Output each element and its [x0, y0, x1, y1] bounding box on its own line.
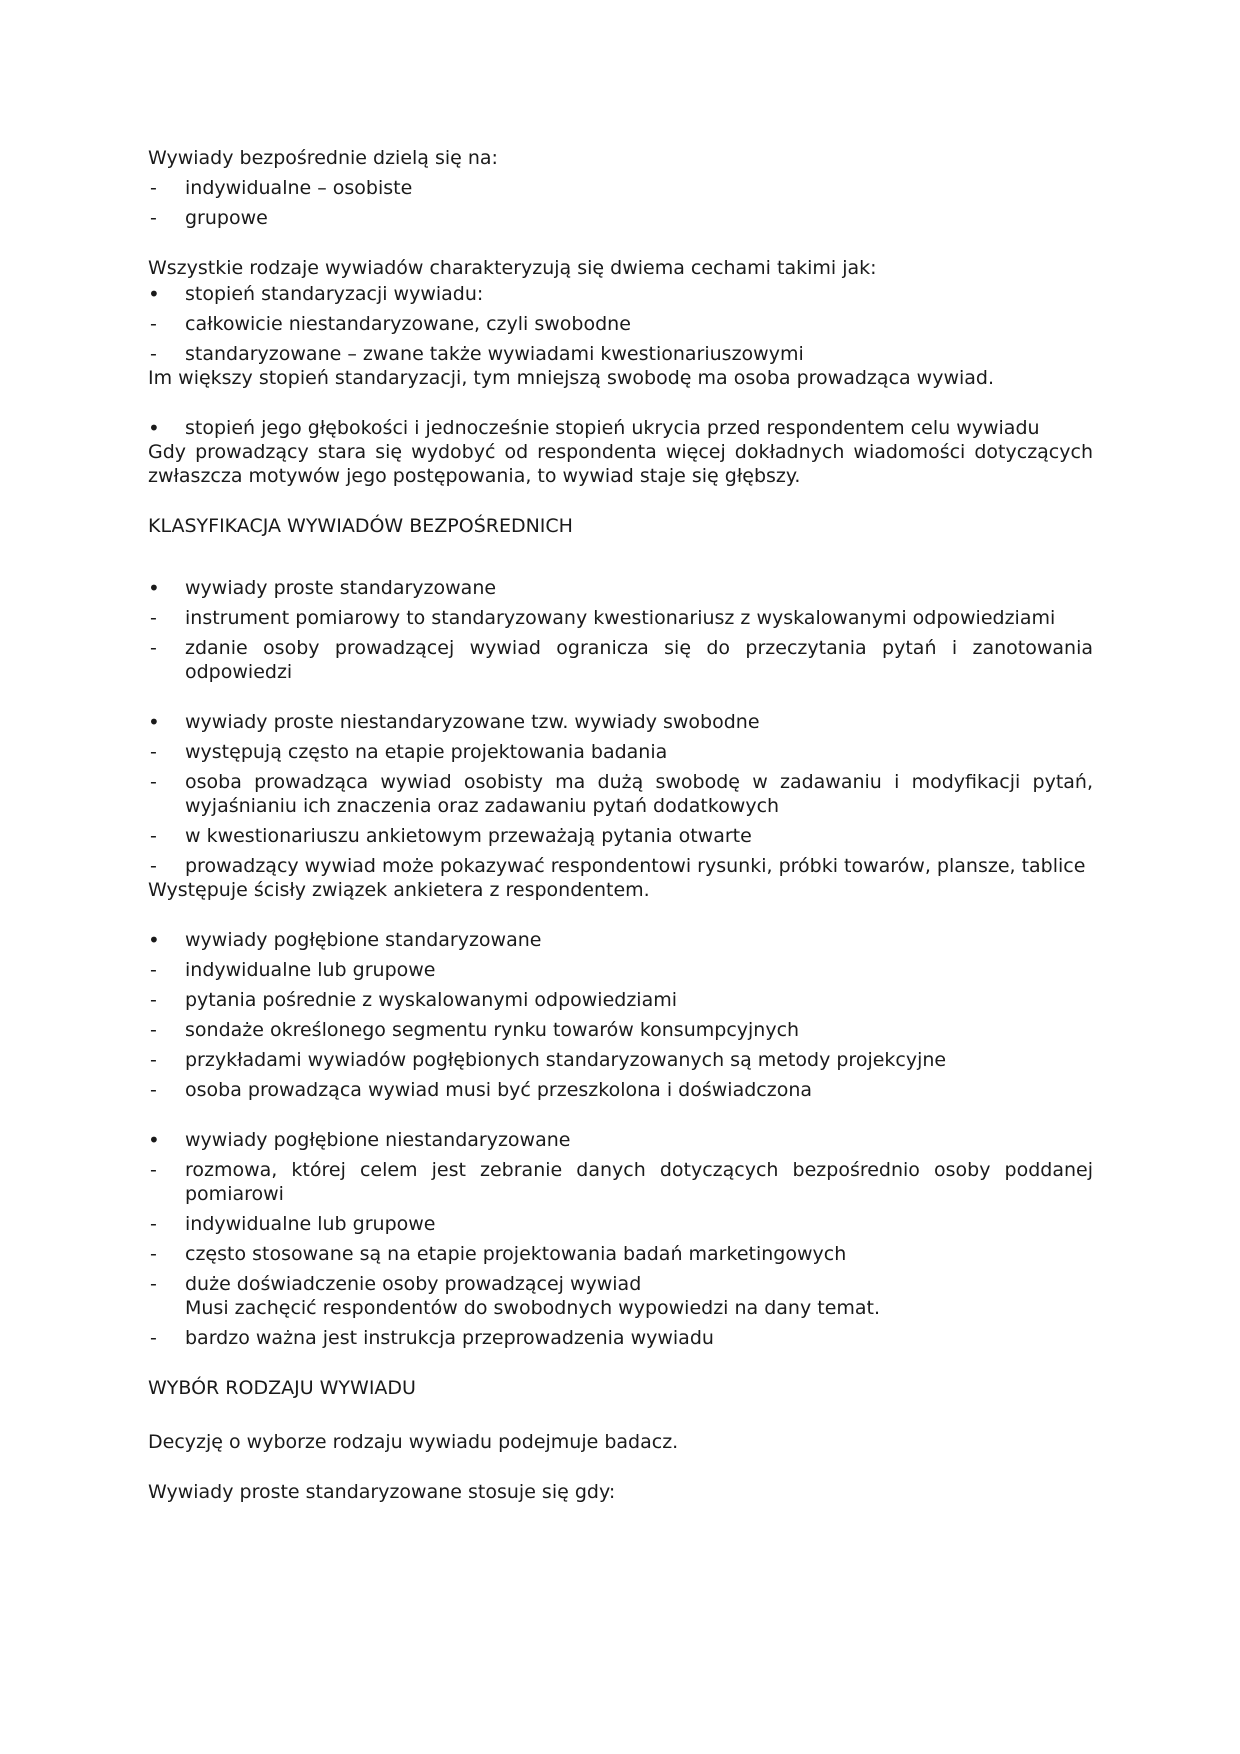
list-item-continuation: Musi zachęcić respondentów do swobodnych wypowiedzi na dany temat.: [185, 1297, 881, 1319]
list-item: [148, 1272, 1093, 1320]
dash-marker: -: [150, 343, 157, 365]
dash-marker: -: [150, 1079, 157, 1101]
dash-marker: -: [150, 855, 157, 877]
paragraph: Wywiady proste standaryzowane stosuje się gdy:: [148, 1481, 616, 1503]
list-item: [148, 740, 1093, 764]
list-item: [148, 710, 1093, 734]
list-item-text: osoba prowadząca wywiad osobisty ma dużą swobodę w zadawaniu i modyfikacji pytań, wyjaśnianiu ich znaczenia oraz zadawaniu pytań dodatkowych: [185, 771, 1093, 817]
list-item: [148, 342, 1093, 366]
dash-marker: -: [150, 1327, 157, 1349]
list-item: [148, 1242, 1093, 1266]
list-item: [148, 770, 1093, 818]
list-item: [148, 988, 1093, 1012]
bullet-marker: •: [148, 282, 160, 306]
dash-marker: -: [150, 1159, 157, 1181]
list-item-text: wywiady proste standaryzowane: [185, 577, 497, 599]
bullet-marker: •: [148, 576, 160, 600]
list-item: [148, 1018, 1093, 1042]
list-item-text: indywidualne – osobiste: [185, 177, 413, 199]
section-title: WYBÓR RODZAJU WYWIADU: [148, 1377, 416, 1399]
list-item-text: rozmowa, której celem jest zebranie danych dotyczących bezpośrednio osoby poddanej pomiarowi: [185, 1159, 1093, 1205]
list-item-text: bardzo ważna jest instrukcja przeprowadzenia wywiadu: [185, 1327, 714, 1349]
list-item-text: często stosowane są na etapie projektowania badań marketingowych: [185, 1243, 847, 1265]
list-item-text: sondaże określonego segmentu rynku towarów konsumpcyjnych: [185, 1019, 800, 1041]
dash-marker: -: [150, 1049, 157, 1071]
dash-marker: -: [150, 989, 157, 1011]
list-item-text: całkowicie niestandaryzowane, czyli swobodne: [185, 313, 631, 335]
list-item: [148, 1078, 1093, 1102]
dash-marker: -: [150, 741, 157, 763]
dash-marker: -: [150, 1273, 157, 1295]
list-item: [148, 1212, 1093, 1236]
dash-marker: -: [150, 637, 157, 659]
list-item: [148, 854, 1093, 878]
bullet-marker: •: [148, 1128, 160, 1152]
list-item: [148, 824, 1093, 848]
section-title: KLASYFIKACJA WYWIADÓW BEZPOŚREDNICH: [148, 515, 573, 537]
list-item-text: indywidualne lub grupowe: [185, 959, 436, 981]
list-item: [148, 416, 1093, 440]
list-item: [148, 1158, 1093, 1206]
list-item: [148, 1326, 1093, 1350]
list-item-text: standaryzowane – zwane także wywiadami kwestionariuszowymi: [185, 343, 804, 365]
bullet-marker: •: [148, 416, 160, 440]
dash-marker: -: [150, 825, 157, 847]
list-item-text: stopień jego głębokości i jednocześnie stopień ukrycia przed respondentem celu wywiadu: [185, 417, 1040, 439]
note: Występuje ścisły związek ankietera z respondentem.: [148, 879, 650, 901]
features-heading: Wszystkie rodzaje wywiadów charakteryzują się dwiema cechami takimi jak:: [148, 257, 877, 279]
list-item: [148, 282, 1093, 306]
dash-marker: -: [150, 177, 157, 199]
list-item: [148, 928, 1093, 952]
list-item: [148, 636, 1093, 684]
list-item-text: stopień standaryzacji wywiadu:: [185, 283, 484, 305]
dash-marker: -: [150, 1213, 157, 1235]
list-item-text: pytania pośrednie z wyskalowanymi odpowiedziami: [185, 989, 678, 1011]
dash-marker: -: [150, 1019, 157, 1041]
list-item-text: w kwestionariuszu ankietowym przeważają pytania otwarte: [185, 825, 752, 847]
list-item-text: przykładami wywiadów pogłębionych standaryzowanych są metody projekcyjne: [185, 1049, 947, 1071]
list-item: [148, 312, 1093, 336]
intro-heading: Wywiady bezpośrednie dzielą się na:: [148, 147, 498, 169]
dash-marker: -: [150, 313, 157, 335]
list-item-text: osoba prowadząca wywiad musi być przeszkolona i doświadczona: [185, 1079, 812, 1101]
list-item-text: duże doświadczenie osoby prowadzącej wywiad: [185, 1273, 642, 1295]
list-item-text: wywiady pogłębione niestandaryzowane: [185, 1129, 571, 1151]
list-item: [148, 1048, 1093, 1072]
list-item: [148, 576, 1093, 600]
list-item-text: instrument pomiarowy to standaryzowany kwestionariusz z wyskalowanymi odpowiedziami: [185, 607, 1056, 629]
dash-marker: -: [150, 1243, 157, 1265]
list-item-text: indywidualne lub grupowe: [185, 1213, 436, 1235]
document-page: [148, 146, 1093, 1504]
dash-marker: -: [150, 959, 157, 981]
list-item: [148, 958, 1093, 982]
list-item-text: prowadzący wywiad może pokazywać respondentowi rysunki, próbki towarów, plansze, tablice: [185, 855, 1086, 877]
note: Gdy prowadzący stara się wydobyć od respondenta więcej dokładnych wiadomości dotyczących zwłaszcza motywów jego postępowania, to wywiad staje się głębszy.: [148, 441, 1093, 487]
bullet-marker: •: [148, 928, 160, 952]
list-item: [148, 606, 1093, 630]
note: Im większy stopień standaryzacji, tym mniejszą swobodę ma osoba prowadząca wywiad.: [148, 367, 995, 389]
bullet-marker: •: [148, 710, 160, 734]
list-item: [148, 1128, 1093, 1152]
dash-marker: -: [150, 607, 157, 629]
dash-marker: -: [150, 207, 157, 229]
list-item-text: występują często na etapie projektowania badania: [185, 741, 668, 763]
list-item-text: zdanie osoby prowadzącej wywiad ogranicza się do przeczytania pytań i zanotowania odpowiedzi: [185, 637, 1093, 683]
dash-marker: -: [150, 771, 157, 793]
list-item-text: wywiady proste niestandaryzowane tzw. wywiady swobodne: [185, 711, 760, 733]
list-item-text: wywiady pogłębione standaryzowane: [185, 929, 542, 951]
list-item-text: grupowe: [185, 207, 268, 229]
paragraph: Decyzję o wyborze rodzaju wywiadu podejmuje badacz.: [148, 1431, 679, 1453]
list-item: [148, 176, 1093, 200]
list-item: [148, 206, 1093, 230]
